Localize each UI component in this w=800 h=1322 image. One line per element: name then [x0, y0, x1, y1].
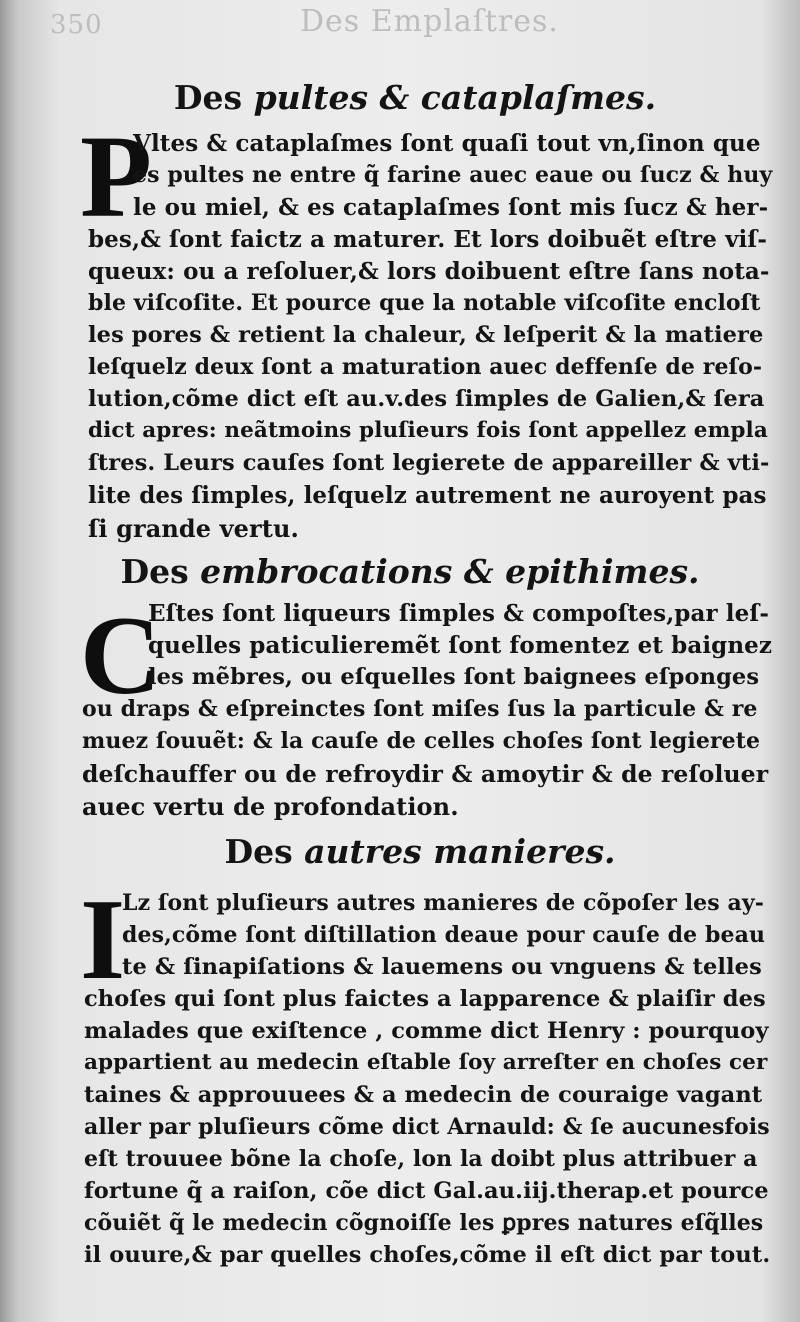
section-heading-autres-manieres: [0, 832, 800, 871]
drop-cap-c: C: [80, 594, 161, 718]
text-line: des,cõme ſont diſtillation deaue pour cauſe de beau: [122, 922, 766, 948]
text-line: bes,& ſont faictz a maturer. Et lors doibuẽt eſtre viſ-: [88, 226, 768, 253]
text-line: il ouure,& par quelles choſes,cõme il eſt dict par tout.: [84, 1242, 771, 1268]
text-line: muez ſouuẽt: & la cauſe de celles choſes ſont legierete: [82, 728, 761, 754]
heading-italic: embrocations & epithimes.: [200, 552, 700, 591]
text-line: queux: ou a reſoluer,& lors doibuent eſtre ſans nota-: [88, 258, 770, 285]
text-line: fortune q̃ a raiſon, cõe dict Gal.au.iij.therap.et pource: [84, 1178, 769, 1204]
heading-plain: Des: [173, 78, 254, 117]
text-line: te & ſinapiſations & lauemens ou vnguens & telles: [122, 954, 762, 980]
heading-italic: pultes & cataplaſmes.: [253, 78, 657, 117]
text-line: Eſtes ſont liqueurs ſimples & compoſtes,par leſ-: [148, 600, 770, 627]
text-line: leſquelz deux ſont a maturation auec deffenſe de reſo-: [88, 354, 763, 380]
text-line: le ou miel, & es cataplaſmes ſont mis ſucz & her-: [133, 194, 769, 221]
text-line: aller par pluſieurs cõme dict Arnauld: & ſe aucunesfois: [84, 1114, 770, 1140]
text-line: ſtres. Leurs cauſes ſont legierete de appareiller & vti-: [88, 450, 770, 476]
text-line: auec vertu de profondation.: [82, 792, 459, 821]
text-line: quelles paticulieremẽt ſont fomentez et baignez: [148, 632, 773, 659]
text-line: ble viſcoſite. Et pource que la notable viſcoſite encloſt: [88, 290, 761, 316]
text-line: lution,cõme dict eſt au.v.des ſimples de Galien,& ſera: [88, 386, 765, 412]
text-line: les pores & retient la chaleur, & leſperit & la matiere: [88, 322, 764, 348]
text-line: les mẽbres, ou eſquelles ſont baignees eſponges: [148, 664, 760, 690]
text-line: deſchauffer ou de refroydir & amoytir & de reſoluer: [82, 760, 769, 788]
heading-italic: autres manieres.: [304, 832, 616, 871]
text-line: es pultes ne entre q̃ farine auec eaue ou ſucz & huy: [133, 162, 773, 188]
text-line: dict apres: neãtmoins pluſieurs fois ſont appellez empla: [88, 418, 768, 443]
text-line: taines & approuuees & a medecin de couraige vagant: [84, 1082, 763, 1108]
drop-cap-i: I: [80, 876, 126, 1004]
text-line: eſt trouuee bõne la choſe, lon la doibt plus attribuer a: [84, 1146, 758, 1172]
text-line: ou draps & eſpreinctes ſont miſes ſus la particule & re: [82, 696, 758, 722]
heading-plain: Des: [224, 832, 305, 871]
drop-cap-p: P: [80, 111, 153, 242]
text-line: choſes qui ſont plus faictes a lapparence & plaiſir des: [84, 986, 766, 1012]
text-line: malades que exiſtence , comme dict Henry : pourquoy: [84, 1018, 769, 1044]
text-line: lite des ſimples, leſquelz autrement ne auroyent pas: [88, 482, 767, 509]
text-line: Vltes & cataplaſmes ſont quaſi tout vn,ſinon que: [133, 130, 761, 157]
text-line: appartient au medecin eſtable ſoy arreſter en choſes cer: [84, 1050, 768, 1075]
page-number: 350: [50, 10, 103, 40]
text-line: ſi grande vertu.: [88, 514, 299, 543]
section-heading-embrocations: [0, 552, 800, 591]
running-head-title: Des Emplaſtres.: [300, 4, 559, 39]
text-line: Lz ſont pluſieurs autres manieres de cõpoſer les ay-: [122, 890, 764, 916]
text-line: cõuiẽt q̃ le medecin cõgnoiſſe les ꝑpres natures eſq̃lles: [84, 1210, 764, 1236]
heading-plain: Des: [120, 552, 201, 591]
